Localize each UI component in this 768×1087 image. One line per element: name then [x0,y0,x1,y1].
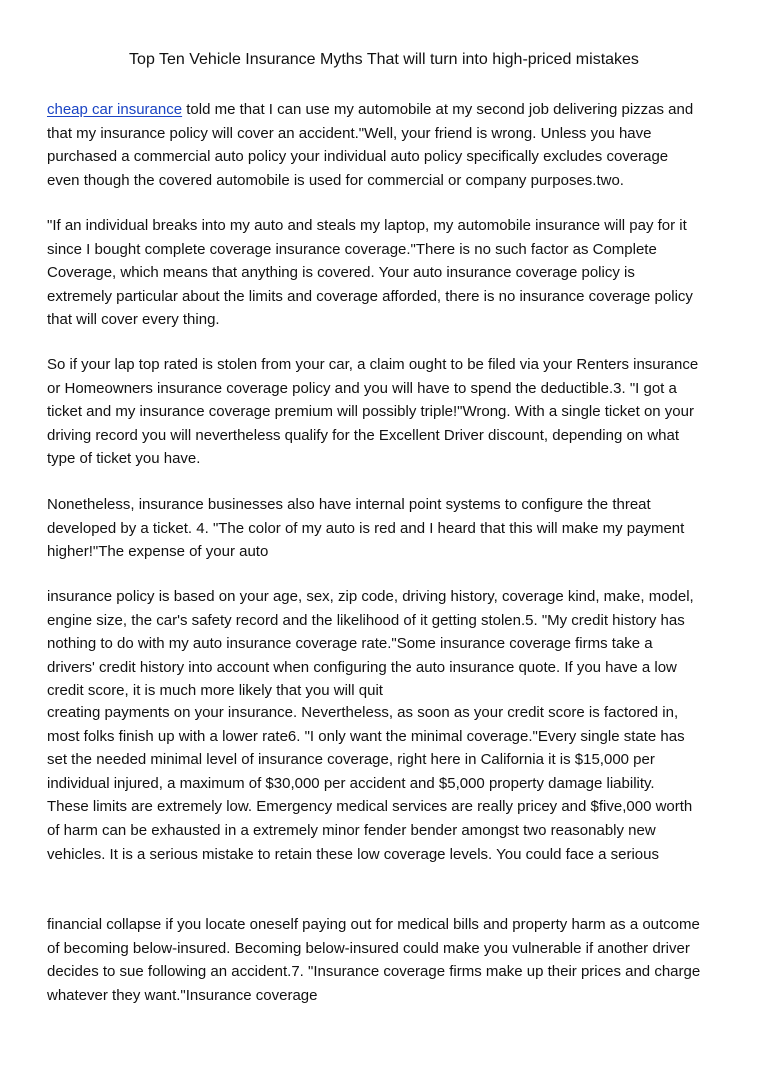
paragraph-line: creating payments on your insurance. Nevertheless, as soon as your credit score is factored in, [47,704,679,721]
paragraph-line [47,98,727,122]
paragraph-2 [47,214,727,332]
paragraph-line: or Homeowners insurance coverage policy and you will have to spend the deductible.3. "I got a [47,379,677,397]
line-text: told me that I can use my automobile at my second job delivering pizzas and [182,101,694,118]
paragraph-line: financial collapse if you locate oneself paying out for medical bills and property harm as a outcome [47,916,700,933]
paragraph-line: most folks finish up with a lower rate6. "I only want the minimal coverage."Every single state has [47,727,685,745]
paragraph-5 [47,585,727,703]
page-title: Top Ten Vehicle Insurance Myths That will turn into high-priced mistakes [129,51,639,68]
paragraph-line: of becoming below-insured. Becoming below-insured could make you vulnerable if another driver [47,939,690,957]
paragraph-4 [47,493,727,564]
paragraph-line: individual injured, a maximum of $30,000 per accident and $5,000 property damage liability. [47,774,655,792]
paragraph-line: type of ticket you have. [47,450,201,468]
paragraph-1 [47,98,727,192]
paragraph-line: that my insurance policy will cover an accident."Well, your friend is wrong. Unless you have [47,124,652,142]
paragraph-line: decides to sue following an accident.7. "Insurance coverage firms make up their prices and charge [47,963,701,981]
paragraph-line: credit score, it is much more likely that you will quit [47,682,383,700]
paragraph-6 [47,701,727,866]
cheap-car-insurance-link[interactable]: cheap car insurance [47,101,183,118]
paragraph-line: even though the covered automobile is used for commercial or company purposes.two. [47,171,624,189]
paragraph-line: whatever they want."Insurance coverage [47,986,318,1004]
paragraph-line: ticket and my insurance coverage premium will possibly triple!"Wrong. With a single ticket on your [47,403,694,421]
paragraph-line: that will cover every thing. [47,311,220,329]
paragraph-line: These limits are extremely low. Emergency medical services are really pricey and $five,000 worth [47,798,693,816]
paragraph-line: of harm can be exhausted in a extremely minor fender bender amongst two reasonably new [47,821,656,839]
paragraph-line: drivers' credit history into account when configuring the auto insurance quote. If you have a low [47,658,677,676]
paragraph-line: driving record you will nevertheless qualify for the Excellent Driver discount, depending on what [47,426,679,444]
paragraph-line: purchased a commercial auto policy your individual auto policy specifically excludes coverage [47,148,669,166]
paragraph-7 [47,913,727,1007]
paragraph-line: developed by a ticket. 4. "The color of my auto is red and I heard that this will make my payment [47,519,685,537]
paragraph-line: nothing to do with my auto insurance coverage rate."Some insurance coverage firms take a [47,635,653,653]
paragraph-line: Coverage, which means that anything is covered. Your auto insurance coverage policy is [47,264,635,282]
paragraph-line: insurance policy is based on your age, sex, zip code, driving history, coverage kind, make, model, [47,588,694,605]
paragraph-line: engine size, the car's safety record and the likelihood of it getting stolen.5. "My credit history has [47,611,685,629]
paragraph-line: So if your lap top rated is stolen from your car, a claim ought to be filed via your Renters insurance [47,356,699,373]
paragraph-line: vehicles. It is a serious mistake to retain these low coverage levels. You could face a serious [47,845,659,863]
paragraph-line: higher!"The expense of your auto [47,543,269,561]
paragraph-line: extremely particular about the limits and coverage afforded, there is no insurance coverage policy [47,287,693,305]
paragraph-line: "If an individual breaks into my auto and steals my laptop, my automobile insurance will pay for it [47,217,687,234]
paragraph-line: Nonetheless, insurance businesses also have internal point systems to configure the threat [47,496,651,513]
paragraph-3 [47,353,727,471]
paragraph-line: set the needed minimal level of insurance coverage, right here in California it is $15,000 per [47,751,655,769]
paragraph-line: since I bought complete coverage insurance coverage."There is no such factor as Complete [47,240,657,258]
